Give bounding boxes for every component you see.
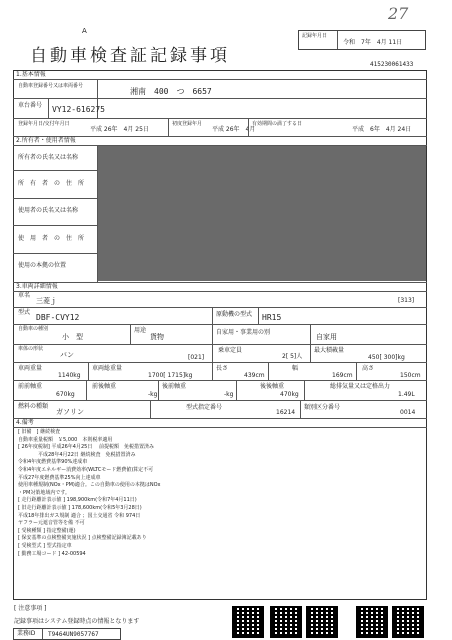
form-mark: A — [82, 27, 87, 35]
remark-line: 平成18年排出ガス規制 適合 ；国土交通省 令和 974日 — [18, 512, 141, 519]
length-label: 長さ — [216, 365, 229, 372]
remark-line: [ 26年度税制] 平成26年4月25日 前提税額 免税措置済み — [18, 444, 154, 451]
displacement-value: 1.49L — [398, 391, 415, 398]
remark-line: 自動車重量税額 ￥5,000 本則税率適用 — [18, 436, 113, 443]
capacity-label: 乗車定員 — [218, 347, 243, 354]
remark-line: 平成28年4月22日 継続検査 免税措置済み — [18, 451, 136, 458]
rear-front-axle-value: -kg — [224, 391, 234, 398]
work-id-value: T9464UN9057767 — [48, 631, 99, 638]
rear-axle-value: 470kg — [280, 391, 299, 398]
purpose-label: 自家用・事業用の別 — [216, 329, 271, 336]
expiry-label: 有効期間の満了する日 — [252, 121, 303, 127]
weight-value: 1140kg — [58, 372, 81, 379]
issue-date-box — [298, 30, 426, 50]
displacement-label: 総排気量又は定格出力 — [330, 383, 391, 390]
first-year-label: 初度登録年月 — [172, 121, 203, 127]
height-value: 150cm — [400, 372, 421, 379]
reg-number-value: 湘南 400 つ 6657 — [130, 87, 212, 96]
section-basic-heading: 1.基本情報 — [16, 71, 46, 78]
fuel-label: 燃料の種類 — [18, 403, 49, 410]
section-owner-heading: 2.所有者・使用者情報 — [16, 137, 76, 144]
remark-line: [ 旧備 ] 継続検査 — [18, 429, 61, 435]
front-rear-axle-label: 前後軸重 — [92, 383, 117, 390]
remark-line: [ 走行距離計表示値 ] 198,900km(令和7年4月11日) — [18, 497, 137, 504]
use-value: 貨物 — [150, 333, 164, 341]
notes-heading: [ 注意事項 ] — [14, 605, 47, 612]
expiry-value: 平成 6年 4月 24日 — [352, 126, 412, 133]
remark-line: [ 保安基準の点検整備実施状況 ] 点検整備記録簿記載あり — [18, 535, 147, 542]
issue-date-label: 記録年月日 — [302, 33, 328, 39]
user-name-label: 使用者の氏名又は名称 — [18, 207, 79, 214]
model-label: 型式 — [18, 309, 31, 316]
kind-value: 小 型 — [62, 333, 83, 341]
remark-line: 平成27年度燃費基準25%向上達成車 — [18, 474, 101, 481]
remark-line: [ 受検種類 ] 指定整備(運) — [18, 527, 76, 534]
body-label: 車体の形状 — [18, 346, 44, 352]
front-axle-label: 前前軸重 — [18, 383, 43, 390]
body-value: バン — [60, 351, 74, 359]
remark-line: 令和4年度燃費基準90%達成車 — [18, 459, 88, 466]
purpose-value: 自家用 — [316, 333, 337, 341]
qr-code-4 — [356, 606, 388, 638]
qr-code-5 — [392, 606, 424, 638]
first-reg-label: 登録年月日/交付年月日 — [18, 121, 70, 127]
remark-line: ・PM対策地域内です。 — [18, 489, 70, 496]
class-number-value: 0014 — [400, 409, 416, 416]
reg-number-label: 自動車登録番号又は車両番号 — [18, 83, 84, 89]
fuel-value: ガソリン — [56, 408, 84, 416]
section-remarks-heading: 4.備考 — [16, 419, 34, 426]
maker-value: 三菱ｊ — [36, 297, 57, 305]
use-label: 用途 — [134, 327, 147, 334]
gross-weight-value: 1700[ 1715]kg — [148, 372, 193, 379]
redacted-block — [98, 146, 426, 281]
work-id-box — [13, 628, 121, 640]
page-title: 自動車検査証記録事項 — [30, 46, 230, 66]
kind-label: 自動車の種別 — [18, 326, 49, 332]
front-rear-axle-value: -kg — [148, 391, 158, 398]
body-code: [021] — [188, 354, 205, 361]
owner-address-label: 所 有 者 の 住 所 — [18, 180, 85, 187]
max-load-label: 最大積載量 — [314, 347, 345, 354]
remark-line: ヤフラー元遮音管等を備 不可 — [18, 520, 85, 527]
document-number: 415230061433 — [370, 61, 414, 68]
maker-code: [313] — [398, 297, 415, 304]
owner-name-label: 所有者の氏名又は名称 — [18, 154, 79, 161]
width-value: 169cm — [332, 372, 353, 379]
rear-front-axle-label: 後前軸重 — [162, 383, 187, 390]
engine-label: 原動機の型式 — [216, 311, 253, 318]
first-year-value: 平成 26年 4月 — [212, 126, 256, 133]
type-number-label: 型式指定番号 — [186, 404, 223, 411]
section-vehicle-heading: 3.車両詳細情報 — [16, 283, 58, 290]
max-load-value: 450[ 300]kg — [368, 354, 405, 361]
engine-value: HR15 — [262, 313, 282, 322]
issue-date-value: 令和 7年 4月 11日 — [343, 39, 403, 46]
type-number-value: 16214 — [276, 409, 296, 416]
qr-code-2 — [270, 606, 302, 638]
work-id-label: 業務ID — [17, 630, 36, 637]
remark-line: [ 受検型式 ] 型式指定車 — [18, 543, 72, 549]
first-reg-value: 平成 26年 4月 25日 — [90, 126, 149, 133]
maker-label: 車名 — [18, 292, 31, 299]
front-axle-value: 670kg — [56, 391, 75, 398]
length-value: 439cm — [244, 372, 265, 379]
remark-line: [ 旧走行距離計表示値 ] 178,600km(令和5年3月28日) — [18, 505, 142, 511]
remark-line: [ 勤務工場コード ] 42-00594 — [18, 550, 86, 557]
remark-line: 使用車種規制(NOx・PM)適合。この自動車の使用の本拠はNOx — [18, 482, 161, 489]
chassis-value: VY12-616275 — [52, 105, 105, 114]
handwritten-note: 27 — [388, 4, 409, 23]
chassis-label: 車台番号 — [18, 102, 43, 109]
notes-text: 記録事項はシステム登録時点の情報となります — [14, 618, 140, 625]
weight-label: 車両重量 — [18, 365, 43, 372]
model-value: DBF-CVY12 — [36, 313, 80, 322]
base-location-label: 使用の本拠の位置 — [18, 262, 67, 269]
width-label: 幅 — [292, 365, 299, 372]
capacity-value: 2[ 5]人 — [282, 353, 303, 360]
remark-line: 令和4年度エネルギー消費効率(WLTCモード燃費値)算定不可 — [18, 467, 154, 473]
qr-code-3 — [306, 606, 338, 638]
user-address-label: 使 用 者 の 住 所 — [18, 235, 85, 242]
height-label: 高さ — [362, 365, 375, 372]
qr-code-1 — [232, 606, 264, 638]
class-number-label: 類別区分番号 — [304, 404, 341, 411]
gross-weight-label: 車両総重量 — [92, 365, 123, 372]
rear-axle-label: 後後軸重 — [260, 383, 285, 390]
